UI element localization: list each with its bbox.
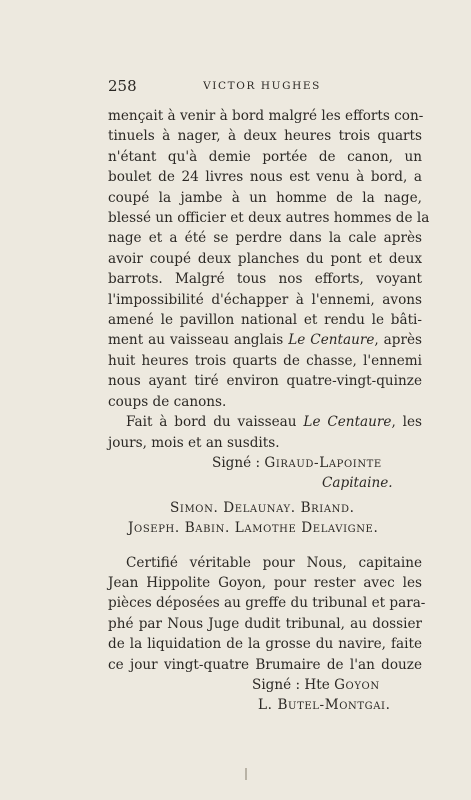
- text-line: blessé un officier et deux autres hommes de la: [108, 210, 430, 227]
- ship-name: Le Centaure: [288, 332, 375, 349]
- signature-prefix: Signé : Hte: [252, 676, 335, 693]
- text-span: ment au vaisseau anglais: [108, 332, 289, 349]
- text-span: Fait à bord du vaisseau: [126, 414, 304, 431]
- signatory-name: Giraud-Lapointe: [264, 454, 382, 471]
- text-span: , après: [374, 332, 422, 349]
- signatory-title: Capitaine.: [322, 475, 393, 492]
- text-line: Certifié véritable pour Nous, capitaine: [126, 554, 422, 571]
- text-line: avoir coupé deux planches du pont et deux: [108, 250, 422, 267]
- text-line: barrots. Malgré tous nos efforts, voyant: [108, 271, 422, 288]
- text-line: huit heures trois quarts de chasse, l'ennemi: [108, 352, 422, 369]
- text-line: coupé la jambe à un homme de la nage,: [108, 189, 422, 206]
- text-line: amené le pavillon national et rendu le bâti-: [108, 312, 422, 329]
- text-line: l'impossibilité d'échapper à l'ennemi, avons: [108, 291, 422, 308]
- paragraph-1: [108, 106, 430, 412]
- running-title: VICTOR HUGHES: [203, 80, 321, 92]
- print-mark: [245, 768, 247, 780]
- text-line: phé par Nous Juge dudit tribunal, au dossier: [108, 615, 422, 632]
- signature-line: [108, 453, 422, 473]
- signature-line: [108, 675, 422, 695]
- text-line: n'étant qu'à demie portée de canon, un: [108, 148, 422, 165]
- signatory-names-row: Joseph. Babin. Lamothe Delavigne.: [128, 520, 379, 537]
- text-line: tinuels à nager, à deux heures trois quarts: [108, 128, 422, 145]
- signatory-name: Goyon: [334, 676, 380, 693]
- text-line: pièces déposées au greffe du tribunal et para-: [108, 595, 426, 612]
- text-line: de la liquidation de la grosse du navire, faite: [108, 636, 422, 653]
- paragraph-3: [108, 553, 426, 675]
- text-line: nage et a été se perdre dans la cale après: [108, 230, 422, 247]
- signatory-name: L. Butel-Montgai.: [258, 697, 391, 714]
- text-line: [108, 412, 422, 432]
- ship-name: Le Centaure: [303, 414, 392, 431]
- paragraph-2: [108, 412, 422, 453]
- text-line: jours, mois et an susdits.: [108, 434, 280, 451]
- spacer: [108, 539, 422, 553]
- text-line: [108, 330, 422, 350]
- body-text: [108, 106, 430, 716]
- signature-prefix: Signé :: [212, 454, 265, 471]
- page-number: 258: [108, 77, 137, 95]
- text-line: mençait à venir à bord malgré les efforts con-: [108, 108, 424, 124]
- signatory-names-row: Simon. Delaunay. Briand.: [170, 499, 355, 516]
- text-line: nous ayant tiré environ quatre-vingt-quinze: [108, 373, 422, 390]
- text-span: , les: [391, 414, 422, 431]
- signature-block-1: [108, 453, 422, 539]
- text-line: Jean Hippolite Goyon, pour rester avec les: [108, 574, 422, 591]
- signature-block-2: [108, 675, 422, 716]
- page-header: [108, 77, 416, 97]
- text-line: coups de canons.: [108, 393, 227, 410]
- text-line: ce jour vingt-quatre Brumaire de l'an douze: [108, 656, 422, 673]
- text-line: boulet de 24 livres nous est venu à bord, a: [108, 169, 422, 186]
